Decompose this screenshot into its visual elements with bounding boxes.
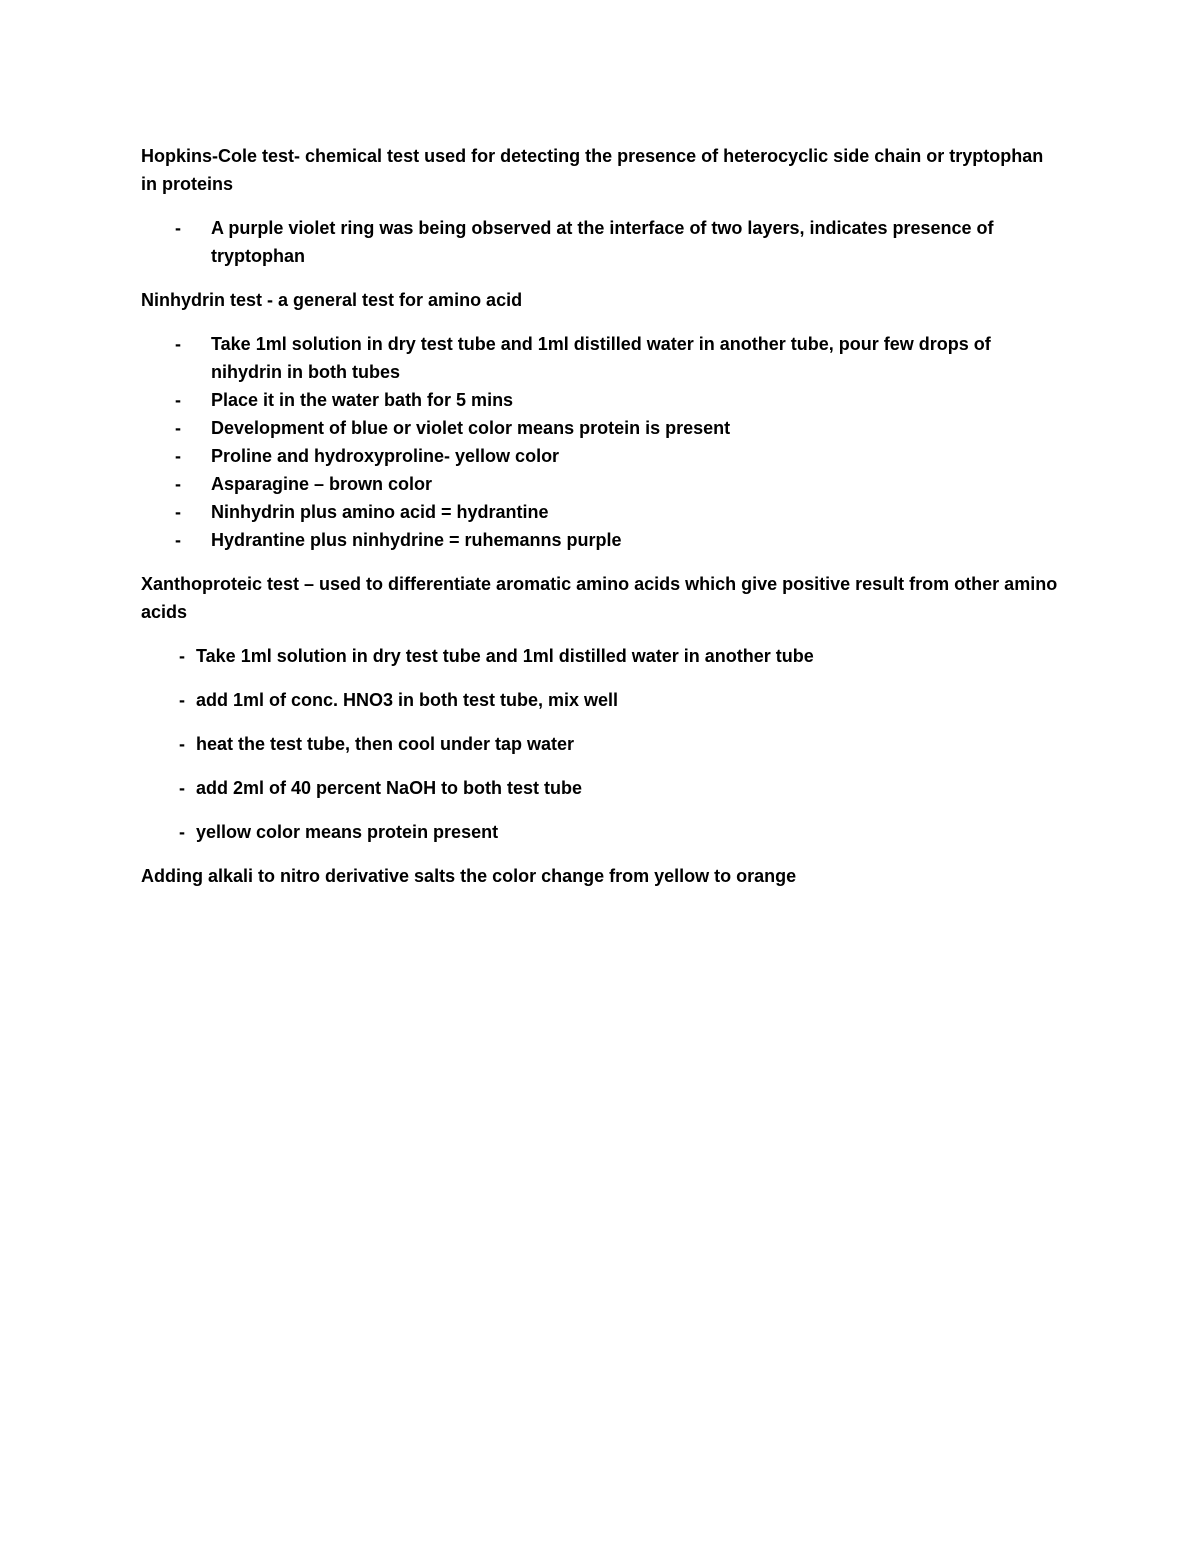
list-item [141, 774, 1061, 802]
list-item [141, 442, 1061, 470]
dash-marker: - [175, 418, 181, 438]
list-item-text: Take 1ml solution in dry test tube and 1ml distilled water in another tube, pour few drops of nihydrin in both tubes [211, 334, 991, 382]
xanthoproteic-heading: Xanthoproteic test – used to differentiate aromatic amino acids which give positive result from other amino acids [141, 574, 1058, 622]
list-item-text: Asparagine – brown color [211, 474, 433, 494]
list-item-text: Take 1ml solution in dry test tube and 1ml distilled water in another tube [196, 646, 814, 666]
list-item [141, 686, 1061, 714]
list-item-text: Ninhydrin plus amino acid = hydrantine [211, 502, 549, 522]
dash-marker: - [179, 690, 185, 710]
list-item [141, 642, 1061, 670]
list-item-text: add 2ml of 40 percent NaOH to both test tube [196, 778, 583, 798]
list-item-text: A purple violet ring was being observed at the interface of two layers, indicates presence of tryptophan [211, 218, 994, 266]
dash-marker: - [175, 446, 181, 466]
list-item-text: Development of blue or violet color means protein is present [211, 418, 731, 438]
dash-marker: - [175, 334, 181, 354]
dash-marker: - [175, 530, 181, 550]
document-body [141, 142, 1061, 906]
dash-marker: - [179, 734, 185, 754]
list-item [141, 414, 1061, 442]
dash-marker: - [175, 502, 181, 522]
list-item [141, 526, 1061, 554]
list-item-text: Place it in the water bath for 5 mins [211, 390, 514, 410]
list-item [141, 386, 1061, 414]
xanthoproteic-list [141, 642, 1061, 846]
list-item-text: add 1ml of conc. HNO3 in both test tube, mix well [196, 690, 619, 710]
hopkins-cole-list [141, 214, 1061, 270]
list-item [141, 470, 1061, 498]
dash-marker: - [175, 390, 181, 410]
list-item [141, 330, 1061, 386]
dash-marker: - [175, 474, 181, 494]
list-item-text: Proline and hydroxyproline- yellow color [211, 446, 560, 466]
dash-marker: - [179, 646, 185, 666]
closing-paragraph: Adding alkali to nitro derivative salts the color change from yellow to orange [141, 866, 797, 886]
list-item-text: Hydrantine plus ninhydrine = ruhemanns purple [211, 530, 622, 550]
hopkins-cole-heading: Hopkins-Cole test- chemical test used for detecting the presence of heterocyclic side chain or tryptophan in proteins [141, 146, 1044, 194]
list-item-text: yellow color means protein present [196, 822, 499, 842]
list-item [141, 730, 1061, 758]
list-item-text: heat the test tube, then cool under tap water [196, 734, 575, 754]
dash-marker: - [179, 822, 185, 842]
list-item [141, 498, 1061, 526]
dash-marker: - [175, 218, 181, 238]
list-item [141, 818, 1061, 846]
ninhydrin-list [141, 330, 1061, 554]
ninhydrin-heading: Ninhydrin test - a general test for amino acid [141, 290, 523, 310]
dash-marker: - [179, 778, 185, 798]
list-item [141, 214, 1061, 270]
